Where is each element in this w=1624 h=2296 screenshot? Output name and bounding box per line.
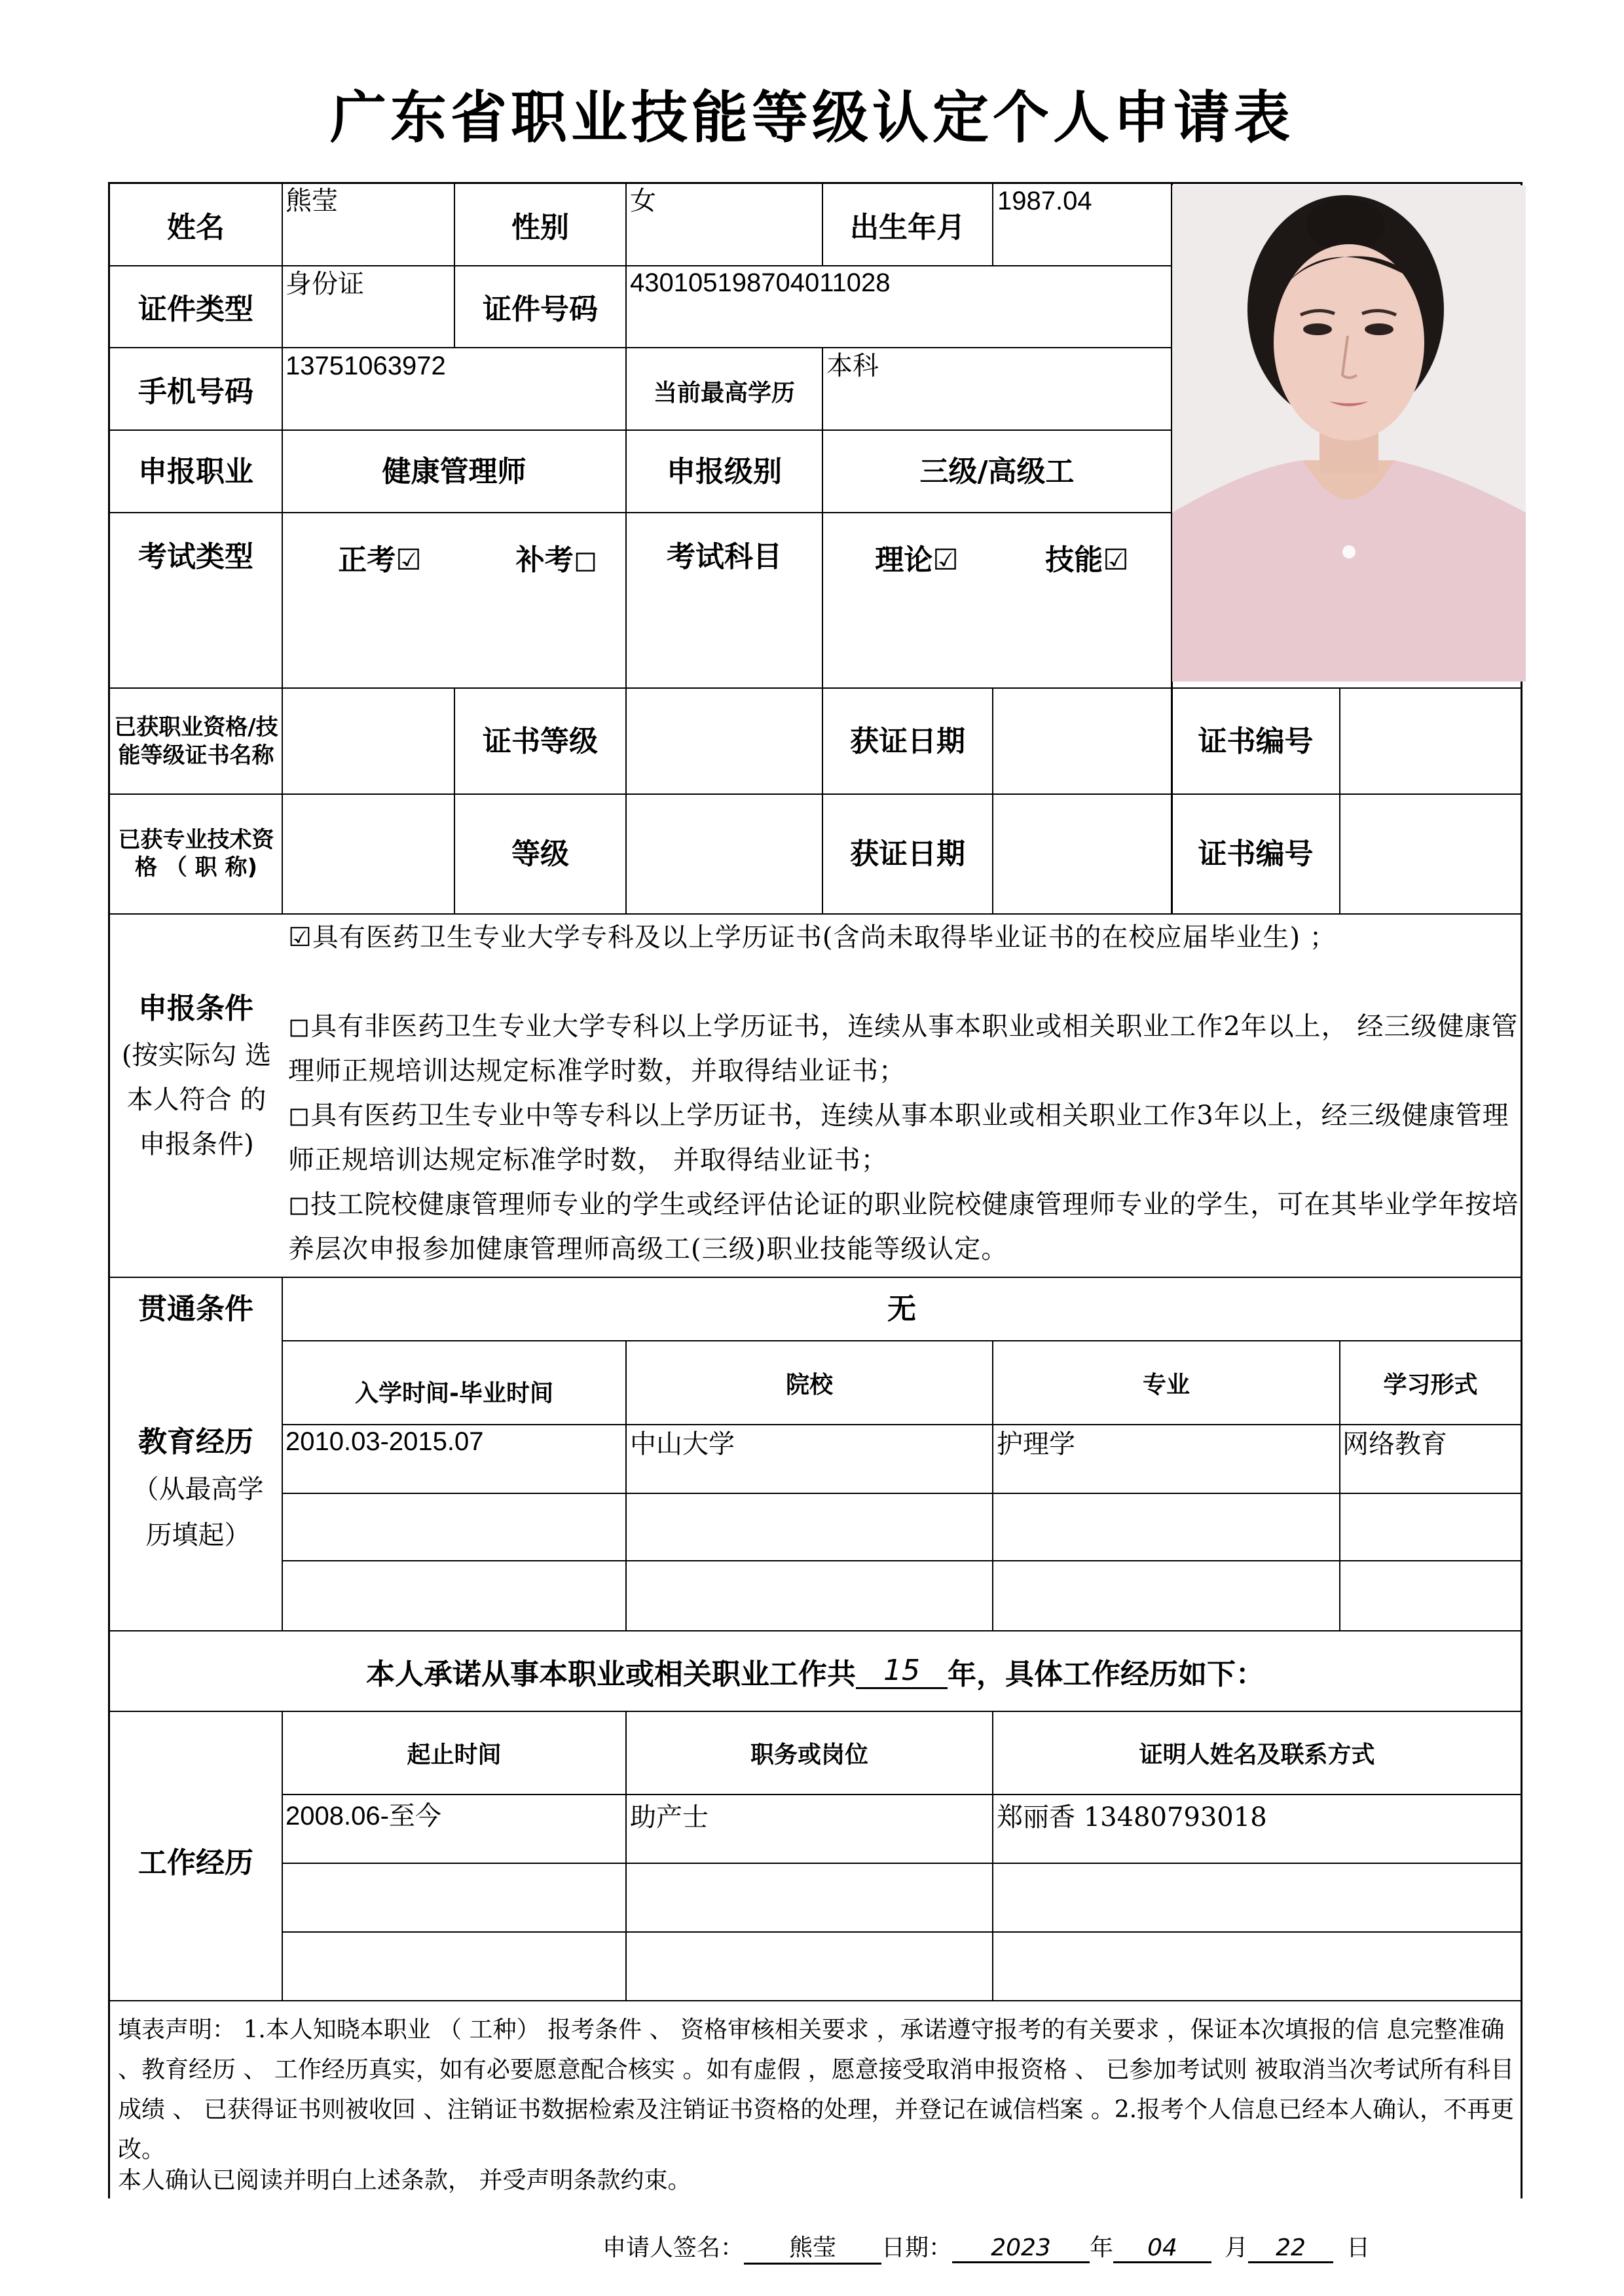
exam-type-label: 考试类型 [138,539,253,574]
exam-regular-checkbox[interactable]: 正考☑ [338,543,422,577]
occupation-label: 申报职业 [138,454,253,488]
work-commitment [110,1633,1521,1709]
date-day[interactable]: 22 [1248,2234,1333,2263]
date-month[interactable]: 04 [1113,2234,1211,2263]
title-level-label: 等级 [511,837,569,871]
through-label: 贯通条件 [138,1292,253,1326]
occupation-value[interactable]: 健康管理师 [382,454,526,488]
id-no-value[interactable]: 430105198704011028 [630,268,891,297]
work-position-value[interactable]: 助产士 [630,1802,709,1832]
condition-item[interactable]: ◻技工院校健康管理师专业的学生或经评估论证的职业院校健康管理师专业的学生，可在其毕业学年按培养层次申报参加健康管理师高级工(三级)职业技能等级认定。 [288,1190,1519,1264]
applicant-photo [1172,185,1526,682]
edu-header-period: 入学时间-毕业时间 [355,1379,553,1407]
level-value[interactable]: 三级/高级工 [919,454,1075,488]
exam-makeup-checkbox[interactable]: 补考◻ [515,543,598,577]
date-label: 日期： [881,2234,953,2261]
commitment-prefix: 本人承诺从事本职业或相关职业工作共 [366,1657,856,1691]
birth-label: 出生年月 [850,211,965,244]
phone-label: 手机号码 [138,374,253,409]
edu-header-mode: 学习形式 [1383,1371,1478,1398]
work-header-position: 职务或岗位 [750,1741,868,1768]
title-date-label: 获证日期 [850,837,965,871]
cert-level-label: 证书等级 [483,724,598,758]
work-section-label: 工作经历 [138,1846,253,1880]
phone-value[interactable]: 13751063972 [286,352,446,380]
through-value[interactable]: 无 [887,1292,916,1326]
conditions-note: (按实际勾 选本人符合 的申报条件) [121,1040,272,1159]
month-unit: 月 [1225,2234,1249,2261]
skill-checkbox[interactable]: 技能☑ [1045,543,1129,577]
commitment-years[interactable]: 15 [856,1654,948,1689]
signature-line [602,2229,1370,2265]
edu-school-value[interactable]: 中山大学 [630,1429,735,1459]
id-type-label: 证件类型 [138,293,253,326]
title-no-label: 证书编号 [1198,837,1314,871]
year-unit: 年 [1090,2234,1114,2261]
cert-obtained-label: 已获职业资格/技能等级证书名称 [114,714,278,769]
conditions-label: 申报条件 [138,991,253,1025]
declaration-text: 填表声明： 1.本人知晓本职业 （ 工种） 报考条件 、 资格审核相关要求 ，承诺遵守报考的有关要求 ，保证本次填报的信 息完整准确 、教育经历 、 工作经历真实，如有必要愿意配合核实 。如有虚假 ，愿意接受取消申报资格 、 已参加考试则 被取消当次考试所有科目成绩 、 已获得证书则被收回 、注销证书数据检索及注销证书资格的处理，并登记在诚信档案 。2.报考个人信息已经本人确认，不再更改。 [118,2016,1515,2163]
work-reference-value[interactable]: 郑丽香 13480793018 [997,1802,1267,1832]
page-title: 广东省职业技能等级认定个人申请表 [330,85,1294,151]
birth-value[interactable]: 1987.04 [997,187,1092,215]
day-unit: 日 [1346,2234,1371,2261]
condition-item[interactable]: ◻具有医药卫生专业中等专科以上学历证书，连续从事本职业或相关职业工作3年以上，经三级健康管理师正规培训达规定标准学时数， 并取得结业证书； [288,1101,1509,1175]
condition-item[interactable]: ◻具有非医药卫生专业大学专科以上学历证书，连续从事本职业或相关职业工作2年以上， 经三级健康管理师正规培训达规定标准学时数，并取得结业证书； [288,1011,1519,1086]
signature-label: 申请人签名： [602,2234,745,2261]
id-no-label: 证件号码 [483,293,598,326]
condition-item[interactable]: ☑具有医药卫生专业大学专科及以上学历证书(含尚未取得毕业证书的在校应届毕业生) ； [288,922,1337,953]
date-year[interactable]: 2023 [952,2234,1090,2263]
declaration-confirm: 本人确认已阅读并明白上述条款， 并受声明条款约束。 [118,2167,692,2194]
cert-date-label: 获证日期 [850,724,965,758]
edu-mode-value[interactable]: 网络教育 [1342,1429,1447,1459]
cert-no-label: 证书编号 [1198,724,1314,758]
gender-label: 性别 [511,211,569,244]
edu-header-major: 专业 [1142,1371,1190,1398]
title-obtained-label: 已获专业技术资格 （ 职 称) [118,826,274,881]
signature-name[interactable]: 熊莹 [744,2229,881,2265]
education-value[interactable]: 本科 [826,351,879,381]
id-type-value[interactable]: 身份证 [286,269,364,299]
edu-header-school: 院校 [785,1371,833,1398]
commitment-suffix: 年，具体工作经历如下： [948,1657,1264,1691]
work-period-value[interactable]: 2008.06-至今 [286,1802,441,1831]
work-header-reference: 证明人姓名及联系方式 [1139,1741,1375,1768]
level-label: 申报级别 [667,454,782,488]
education-section-label: 教育经历 [138,1425,253,1459]
theory-checkbox[interactable]: 理论☑ [875,543,959,577]
subjects-label: 考试科目 [667,539,782,574]
edu-major-value[interactable]: 护理学 [997,1429,1075,1459]
name-label: 姓名 [167,211,225,244]
edu-period-value[interactable]: 2010.03-2015.07 [286,1427,484,1456]
name-value[interactable]: 熊莹 [286,186,338,216]
gender-value[interactable]: 女 [630,186,656,216]
education-label: 当前最高学历 [653,380,795,407]
work-header-period: 起止时间 [407,1741,502,1768]
education-section-note: （从最高学 历填起） [132,1474,264,1550]
